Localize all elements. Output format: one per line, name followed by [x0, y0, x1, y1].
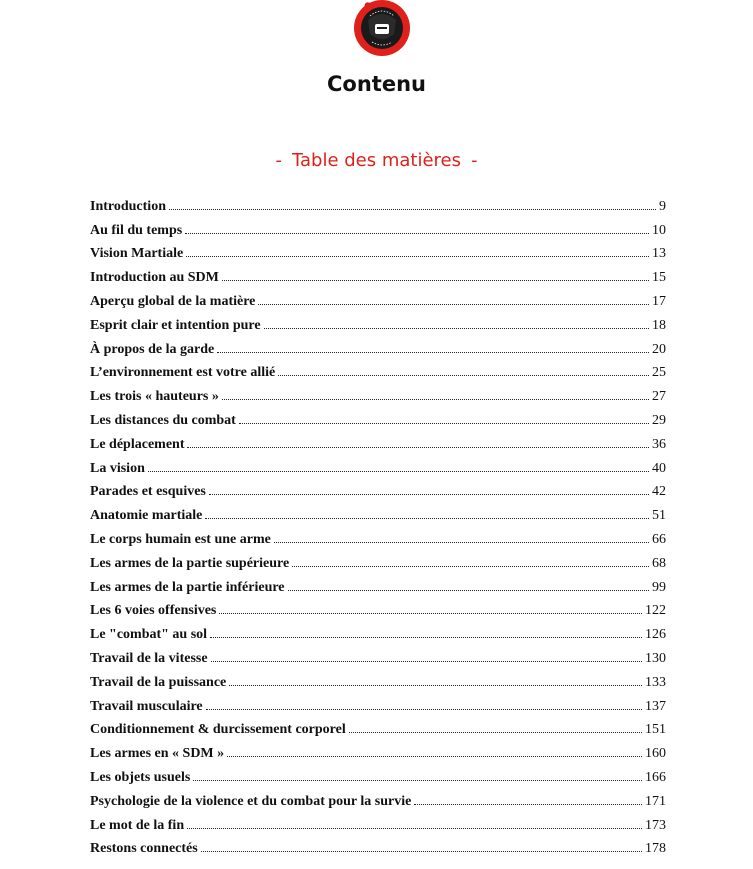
toc-entry-label: Les 6 voies offensives — [90, 603, 217, 619]
toc-leader-dots — [414, 804, 642, 805]
toc-entry[interactable] — [90, 453, 666, 477]
toc-entry-label: Conditionnement & durcissement corporel — [90, 722, 346, 738]
table-of-contents — [90, 191, 666, 857]
toc-entry-page: 160 — [645, 746, 666, 762]
toc-leader-dots — [217, 352, 649, 353]
toc-leader-dots — [211, 661, 642, 662]
toc-entry-page: 99 — [652, 579, 666, 595]
heading-dash-left: - — [275, 150, 282, 171]
toc-entry-page: 20 — [652, 341, 666, 357]
toc-entry-page: 133 — [645, 674, 666, 690]
toc-leader-dots — [201, 851, 642, 852]
toc-entry[interactable] — [90, 429, 666, 453]
toc-leader-dots — [187, 828, 642, 829]
toc-entry-label: À propos de la garde — [90, 341, 215, 357]
toc-entry-page: 66 — [652, 531, 666, 547]
toc-entry[interactable] — [90, 548, 666, 572]
toc-entry[interactable] — [90, 262, 666, 286]
toc-entry[interactable] — [90, 596, 666, 620]
toc-entry-label: Le corps humain est une arme — [90, 531, 271, 547]
toc-leader-dots — [278, 375, 649, 376]
toc-entry-label: Parades et esquives — [90, 484, 206, 500]
logo-emblem-icon — [348, 0, 418, 58]
toc-entry-label: Anatomie martiale — [90, 508, 203, 524]
toc-leader-dots — [229, 685, 642, 686]
toc-leader-dots — [258, 304, 649, 305]
toc-entry[interactable] — [90, 762, 666, 786]
toc-leader-dots — [222, 280, 649, 281]
toc-entry[interactable] — [90, 691, 666, 715]
toc-entry-page: 130 — [645, 650, 666, 666]
toc-entry-page: 17 — [652, 293, 666, 309]
toc-entry[interactable] — [90, 405, 666, 429]
toc-entry-page: 122 — [645, 603, 666, 619]
toc-entry[interactable] — [90, 738, 666, 762]
toc-entry-page: 29 — [652, 412, 666, 428]
toc-entry-label: Les objets usuels — [90, 769, 191, 785]
toc-entry[interactable] — [90, 786, 666, 810]
toc-entry-label: Vision Martiale — [90, 246, 184, 262]
toc-entry[interactable] — [90, 477, 666, 501]
toc-entry-page: 171 — [645, 793, 666, 809]
toc-entry-page: 10 — [652, 222, 666, 238]
toc-leader-dots — [187, 447, 649, 448]
toc-entry-label: Les armes de la partie supérieure — [90, 555, 290, 571]
toc-entry[interactable] — [90, 286, 666, 310]
toc-leader-dots — [219, 613, 642, 614]
toc-entry[interactable] — [90, 834, 666, 858]
toc-entry-page: 126 — [645, 627, 666, 643]
toc-leader-dots — [193, 780, 642, 781]
toc-entry-label: Les armes de la partie inférieure — [90, 579, 285, 595]
toc-entry-page: 51 — [652, 508, 666, 524]
toc-leader-dots — [239, 423, 649, 424]
toc-entry-label: Le "combat" au sol — [90, 627, 208, 643]
toc-heading — [0, 150, 753, 171]
toc-entry[interactable] — [90, 191, 666, 215]
toc-entry-page: 68 — [652, 555, 666, 571]
toc-leader-dots — [292, 566, 649, 567]
toc-entry[interactable] — [90, 239, 666, 263]
toc-leader-dots — [206, 709, 642, 710]
toc-heading-text: Table des matières — [291, 150, 462, 171]
heading-dash-right: - — [471, 150, 478, 171]
toc-entry-page: 36 — [652, 436, 666, 452]
toc-leader-dots — [349, 732, 642, 733]
toc-entry-page: 166 — [645, 769, 666, 785]
toc-entry-label: Introduction au SDM — [90, 270, 219, 286]
toc-entry-label: Les trois « hauteurs » — [90, 389, 219, 405]
toc-leader-dots — [222, 399, 649, 400]
toc-entry[interactable] — [90, 310, 666, 334]
toc-entry-label: Au fil du temps — [90, 222, 183, 238]
toc-entry[interactable] — [90, 643, 666, 667]
toc-leader-dots — [186, 256, 649, 257]
toc-entry-page: 27 — [652, 389, 666, 405]
toc-entry-page: 137 — [645, 698, 666, 714]
toc-leader-dots — [274, 542, 649, 543]
toc-entry-label: Les distances du combat — [90, 412, 236, 428]
toc-entry[interactable] — [90, 500, 666, 524]
toc-entry-label: Esprit clair et intention pure — [90, 317, 261, 333]
toc-entry-label: Le déplacement — [90, 436, 185, 452]
toc-entry[interactable] — [90, 667, 666, 691]
toc-entry-label: La vision — [90, 460, 145, 476]
toc-entry-page: 173 — [645, 817, 666, 833]
toc-entry[interactable] — [90, 334, 666, 358]
toc-entry-page: 9 — [659, 198, 666, 214]
toc-entry-page: 25 — [652, 365, 666, 381]
toc-entry[interactable] — [90, 810, 666, 834]
toc-leader-dots — [205, 518, 649, 519]
toc-leader-dots — [288, 590, 649, 591]
toc-entry-page: 151 — [645, 722, 666, 738]
toc-entry-page: 13 — [652, 246, 666, 262]
toc-entry[interactable] — [90, 715, 666, 739]
toc-entry[interactable] — [90, 524, 666, 548]
toc-entry-label: Introduction — [90, 198, 166, 214]
toc-entry-page: 40 — [652, 460, 666, 476]
toc-leader-dots — [210, 637, 642, 638]
toc-entry[interactable] — [90, 381, 666, 405]
toc-entry-label: Le mot de la fin — [90, 817, 185, 833]
toc-entry-page: 15 — [652, 270, 666, 286]
toc-leader-dots — [148, 471, 649, 472]
toc-leader-dots — [185, 233, 649, 234]
toc-entry-label: Travail de la puissance — [90, 674, 227, 690]
toc-entry-label: Psychologie de la violence et du combat pour la survie — [90, 793, 412, 809]
toc-entry-page: 18 — [652, 317, 666, 333]
toc-entry[interactable] — [90, 572, 666, 596]
toc-entry-label: Travail de la vitesse — [90, 650, 208, 666]
toc-entry-label: Restons connectés — [90, 841, 198, 857]
toc-entry-page: 42 — [652, 484, 666, 500]
toc-leader-dots — [227, 756, 642, 757]
toc-entry-label: Les armes en « SDM » — [90, 746, 225, 762]
toc-entry-label: Aperçu global de la matière — [90, 293, 256, 309]
toc-entry[interactable] — [90, 358, 666, 382]
page-title: Contenu — [327, 72, 426, 96]
toc-leader-dots — [169, 209, 656, 210]
toc-entry[interactable] — [90, 215, 666, 239]
toc-leader-dots — [264, 328, 649, 329]
toc-leader-dots — [209, 494, 649, 495]
toc-entry-page: 178 — [645, 841, 666, 857]
toc-entry-label: Travail musculaire — [90, 698, 203, 714]
toc-entry-label: L’environnement est votre allié — [90, 365, 276, 381]
toc-entry[interactable] — [90, 619, 666, 643]
